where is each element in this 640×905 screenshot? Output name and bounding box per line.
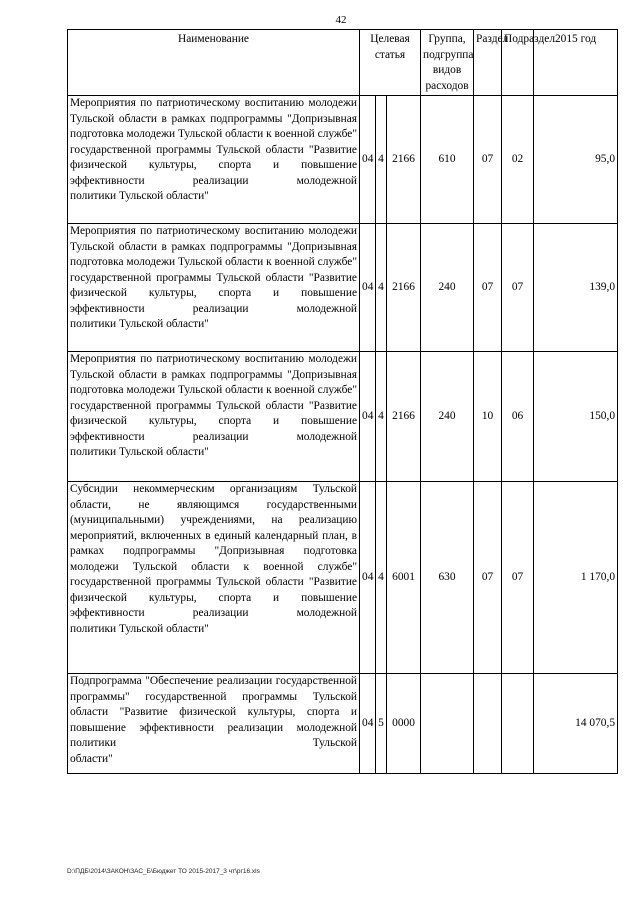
row-subsection: 07	[502, 482, 534, 674]
row-section: 10	[474, 352, 502, 482]
row-section: 07	[474, 224, 502, 352]
row-target-code-2: 4	[376, 224, 387, 352]
page-number: 42	[335, 14, 347, 26]
row-group: 240	[421, 352, 474, 482]
row-section: 07	[474, 482, 502, 674]
row-subsection	[502, 674, 534, 774]
row-target-code-1: 04	[360, 674, 376, 774]
row-target-code-2: 4	[376, 96, 387, 224]
row-target-code-1: 04	[360, 482, 376, 674]
row-section	[474, 674, 502, 774]
row-amount: 150,0	[534, 352, 618, 482]
row-amount: 139,0	[534, 224, 618, 352]
row-target-code-1: 04	[360, 96, 376, 224]
row-subsection: 02	[502, 96, 534, 224]
row-target-code-2: 5	[376, 674, 387, 774]
row-subsection: 07	[502, 224, 534, 352]
row-group: 610	[421, 96, 474, 224]
row-name: Субсидии некоммерческим организациям Тульской области, не являющимся государственными (муниципальными) учреждениями, на реализацию мероприятий, включенных в единый календарный план, в рамках подпрограммы "Допризывная подготовка молодежи Тульской области к военной службе" государственной программы Тульской области "Развитие физической культуры, спорта и повышение эффективности реализации молодежной политики Тульской области"	[68, 482, 360, 674]
header-group: Группа, подгруппа видов расходов	[421, 30, 474, 96]
row-group: 630	[421, 482, 474, 674]
table-row	[68, 96, 618, 224]
row-name: Мероприятия по патриотическому воспитанию молодежи Тульской области в рамках подпрограммы "Допризывная подготовка молодежи Тульской области к военной службе" государственной программы Тульской области "Развитие физической культуры, спорта и повышение эффективности реализации молодежной политики Тульской области"	[68, 224, 360, 352]
header-section: Раздел	[474, 30, 502, 96]
row-target-code-1: 04	[360, 352, 376, 482]
row-name: Мероприятия по патриотическому воспитанию молодежи Тульской области в рамках подпрограммы "Допризывная подготовка молодежи Тульской области к военной службе" государственной программы Тульской области "Развитие физической культуры, спорта и повышение эффективности реализации молодежной политики Тульской области"	[68, 352, 360, 482]
row-name: Мероприятия по патриотическому воспитанию молодежи Тульской области в рамках подпрограммы "Допризывная подготовка молодежи Тульской области к военной службе" государственной программы Тульской области "Развитие физической культуры, спорта и повышение эффективности реализации молодежной политики Тульской области"	[68, 96, 360, 224]
table-row	[68, 352, 618, 482]
header-row	[68, 30, 618, 96]
row-target-code-3: 0000	[387, 674, 421, 774]
budget-table	[67, 29, 618, 774]
header-subsection: Подраздел	[502, 30, 534, 96]
row-target-code-3: 2166	[387, 224, 421, 352]
header-year: 2015 год	[534, 30, 618, 96]
row-group	[421, 674, 474, 774]
table-row	[68, 674, 618, 774]
row-target-code-3: 2166	[387, 352, 421, 482]
row-name: Подпрограмма "Обеспечение реализации государственной программы" государственной программы Тульской области "Развитие физической культуры, спорта и повышение эффективности реализации молодежной политики Тульской области"	[68, 674, 360, 774]
row-target-code-2: 4	[376, 482, 387, 674]
row-amount: 95,0	[534, 96, 618, 224]
header-name: Наименование	[68, 30, 360, 96]
row-group: 240	[421, 224, 474, 352]
row-section: 07	[474, 96, 502, 224]
file-path-footer: D:\ПДБ\2014\ЗАКОН\ЗАС_Б\Бюджет ТО 2015-2017_3 чт\рг16.xls	[67, 868, 260, 875]
header-target: Целевая статья	[360, 30, 421, 96]
row-target-code-3: 2166	[387, 96, 421, 224]
row-amount: 1 170,0	[534, 482, 618, 674]
row-target-code-1: 04	[360, 224, 376, 352]
row-amount: 14 070,5	[534, 674, 618, 774]
row-subsection: 06	[502, 352, 534, 482]
table-row	[68, 224, 618, 352]
row-target-code-3: 6001	[387, 482, 421, 674]
table-row	[68, 482, 618, 674]
row-target-code-2: 4	[376, 352, 387, 482]
